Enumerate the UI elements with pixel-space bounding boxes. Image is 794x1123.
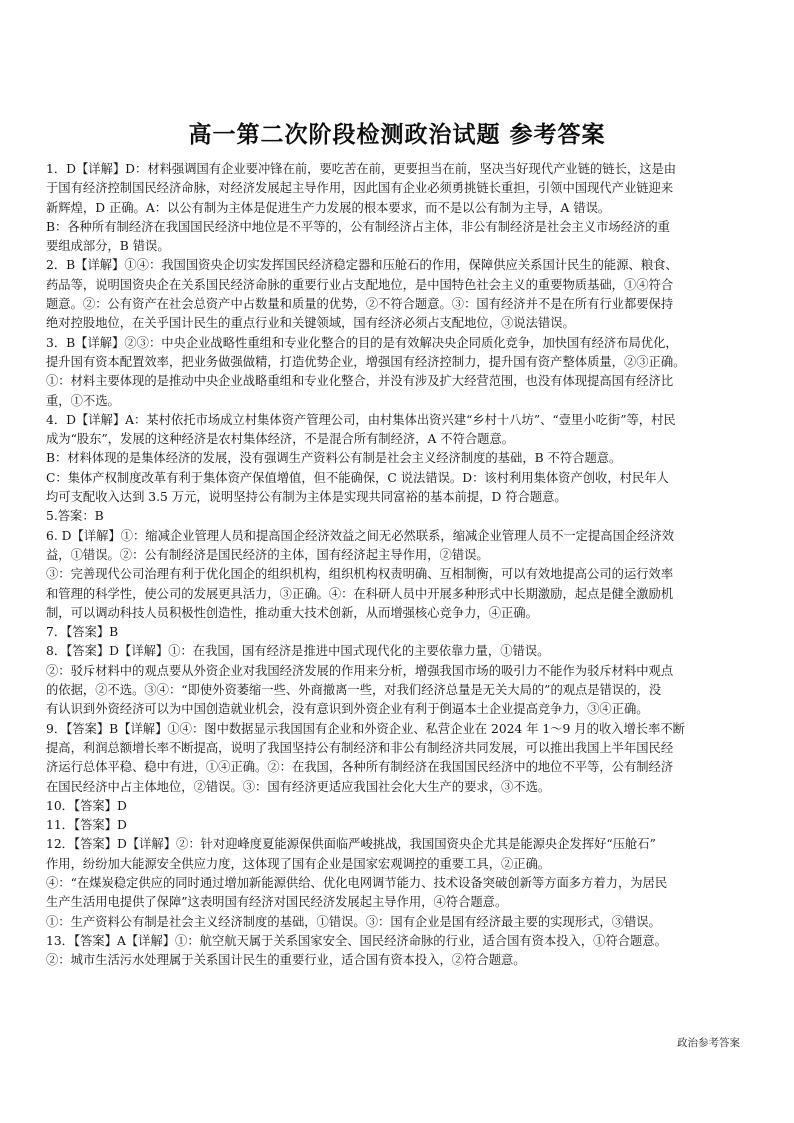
answer-line: 12．【答案】D【详解】②：针对迎峰度夏能源保供面临严峻挑战，我国国资央企尤其是能源央企发挥好“压舱石” bbox=[46, 837, 656, 852]
answer-line: 1．D【详解】D：材料强调国有企业要冲锋在前，要吃苦在前，更要担当在前，坚决当好现代产业链的链长，这是由 bbox=[46, 162, 677, 176]
answer-line: 7．【答案】B bbox=[46, 625, 119, 640]
answer-line: 济运行总体平稳、稳中有进，①④正确。②：在我国，各种所有制经济在我国国民经济中的地位不平等，公有制经济 bbox=[46, 760, 674, 775]
answer-line: 3．B【详解】②③：中央企业战略性重组和专业化整合的目的是有效解决央企同质化竞争，加快国有经济布局优化， bbox=[46, 335, 678, 350]
answer-line: 要组成部分，B 错误。 bbox=[46, 239, 170, 254]
answer-line: 绝对控股地位，在关乎国计民生的重点行业和关键领域，国有经济必须占支配地位，③说法错误。 bbox=[46, 316, 575, 331]
answer-line: 4．D【详解】A：某村依托市场成立村集体资产管理公司，由村集体出资兴建“乡村十八坊”、“壹里小吃街”等，村民 bbox=[46, 412, 676, 427]
page-footer: 政治参考答案 bbox=[677, 1037, 740, 1049]
answer-line: 均可支配收入达到 3.5 万元，说明坚持公有制为主体是实现共同富裕的基本前提，D 符合题意。 bbox=[46, 490, 567, 505]
answer-line: 于国有经济控制国民经济命脉，对经济发展起主导作用，因此国有企业必须勇挑链长重担，引领中国现代产业链迎来 bbox=[46, 181, 674, 196]
answer-body bbox=[46, 160, 752, 970]
answer-line: ②：城市生活污水处理属于关系国计民生的重要行业，适合国有资本投入，②符合题意。 bbox=[46, 953, 526, 968]
answer-line: B：材料体现的是集体经济的发展，没有强调生产资料公有制是社会主义经济制度的基础，B 不符合题意。 bbox=[46, 451, 622, 466]
answer-line: 成为“股东”，发展的这种经济是农村集体经济，不是混合所有制经济，A 不符合题意。 bbox=[46, 432, 515, 447]
answer-line: C：集体产权制度改革有利于集体资产保值增值，但不能确保，C 说法错误。D：该村利用集体资产创收，村民年人 bbox=[46, 470, 669, 485]
answer-line: ③：完善现代公司治理有利于优化国企的组织机构，组织机构权责明确、互相制衡，可以有效地提高公司的运行效率 bbox=[46, 567, 674, 582]
answer-line: 11．【答案】D bbox=[46, 818, 127, 833]
answer-line: 和管理的科学性，使公司的发展更具活力，③正确。④：在科研人员中开展多种形式中长期激励，起点是健全激励机 bbox=[46, 586, 674, 601]
answer-line: 药品等，说明国资央企在关系国民经济命脉的重要行业占支配地位，是中国特色社会主义的重要物质基础，①④符合 bbox=[46, 277, 674, 292]
answer-line: 制，可以调动科技人员积极性创造性，推动重大技术创新，从而增强核心竞争力，④正确。 bbox=[46, 605, 538, 620]
answer-line: 提高，利润总额增长率不断提高，说明了我国坚持公有制经济和非公有制经济共同发展，可以推出我国上半年国民经 bbox=[46, 740, 674, 755]
answer-line: 提升国有资本配置效率，把业务做强做精，打造优势企业，增强国有经济控制力，提升国有资产整体质量，②③正确。 bbox=[46, 354, 686, 369]
answer-line: ④：“在煤炭稳定供应的同时通过增加新能源供给、优化电网调节能力、技术设备突破创新等方面多方着力，为居民 bbox=[46, 875, 668, 890]
answer-line: 13．【答案】A【详解】①：航空航天属于关系国家安全、国民经济命脉的行业，适合国有资本投入，①符合题意。 bbox=[46, 933, 667, 948]
answer-line: 6. D【详解】①：缩减企业管理人员和提高国企经济效益之间无必然联系，缩减企业管理人员不一定提高国企经济效 bbox=[46, 528, 675, 543]
answer-line: 益，①错误。②：公有制经济是国民经济的主体，国有经济起主导作用，②错误。 bbox=[46, 547, 489, 562]
answer-line: 5.答案：B bbox=[46, 509, 104, 524]
answer-line: 新辉煌，D 正确。A：以公有制为主体是促进生产力发展的根本要求，而不是以公有制为主导，A 错误。 bbox=[46, 200, 611, 215]
answer-line: ①：生产资料公有制是社会主义经济制度的基础，①错误。③：国有企业是国有经济最主要的实现形式，③错误。 bbox=[46, 914, 661, 929]
answer-line: 在国民经济中占主体地位，②错误。③：国有经济更适应我国社会化大生产的要求，③不选。 bbox=[46, 779, 551, 794]
answer-line: 8．【答案】D【详解】①：在我国，国有经济是推进中国式现代化的主要依靠力量，①错误。 bbox=[46, 644, 550, 659]
answer-line: 2．B【详解】①④：我国国资央企切实发挥国民经济稳定器和压舱石的作用，保障供应关系国计民生的能源、粮食、 bbox=[46, 258, 678, 273]
answer-line: ①：材料主要体现的是推动中央企业战略重组和专业化整合，并没有涉及扩大经营范围，也没有体现提高国有经济比 bbox=[46, 374, 674, 389]
page-title: 高一第二次阶段检测政治试题 参考答案 bbox=[188, 121, 606, 148]
answer-line: 题意。②：公有资产在社会总资产中占数量和质量的优势，②不符合题意。③：国有经济并不是在所有行业都要保持 bbox=[46, 297, 674, 312]
answer-line: 10．【答案】D bbox=[46, 798, 127, 813]
answer-line: ②：驳斥材料中的观点要从外资企业对我国经济发展的作用来分析，增强我国市场的吸引力不能作为驳斥材料中观点 bbox=[46, 663, 674, 678]
answer-line: 有认识到外资经济可以为中国创造就业机会，没有意识到外资企业有利于倒逼本土企业提高竞争力，③④正确。 bbox=[46, 702, 649, 717]
answer-line: 9．【答案】B【详解】①④：图中数据显示我国国有企业和外资企业、私营企业在 2024 年 1～9 月的收入增长率不断 bbox=[46, 721, 685, 736]
answer-line: 作用，纷纷加大能源安全供应力度，这体现了国有企业是国家宏观调控的重要工具，②正确。 bbox=[46, 856, 551, 871]
answer-line: B：各种所有制经济在我国国民经济中地位是不平等的，公有制经济占主体，非公有制经济是社会主义市场经济的重 bbox=[46, 219, 670, 234]
answer-line: 重，①不选。 bbox=[46, 393, 120, 408]
answer-line: 的依据，②不选。③④：“即使外资萎缩一些、外商撤离一些，对我们经济总量是无关大局的”的观点是错误的，没 bbox=[46, 683, 662, 698]
answer-line: 生产生活用电提供了保障”这表明国有经济对国民经济发展起主导作用，④符合题意。 bbox=[46, 895, 508, 910]
